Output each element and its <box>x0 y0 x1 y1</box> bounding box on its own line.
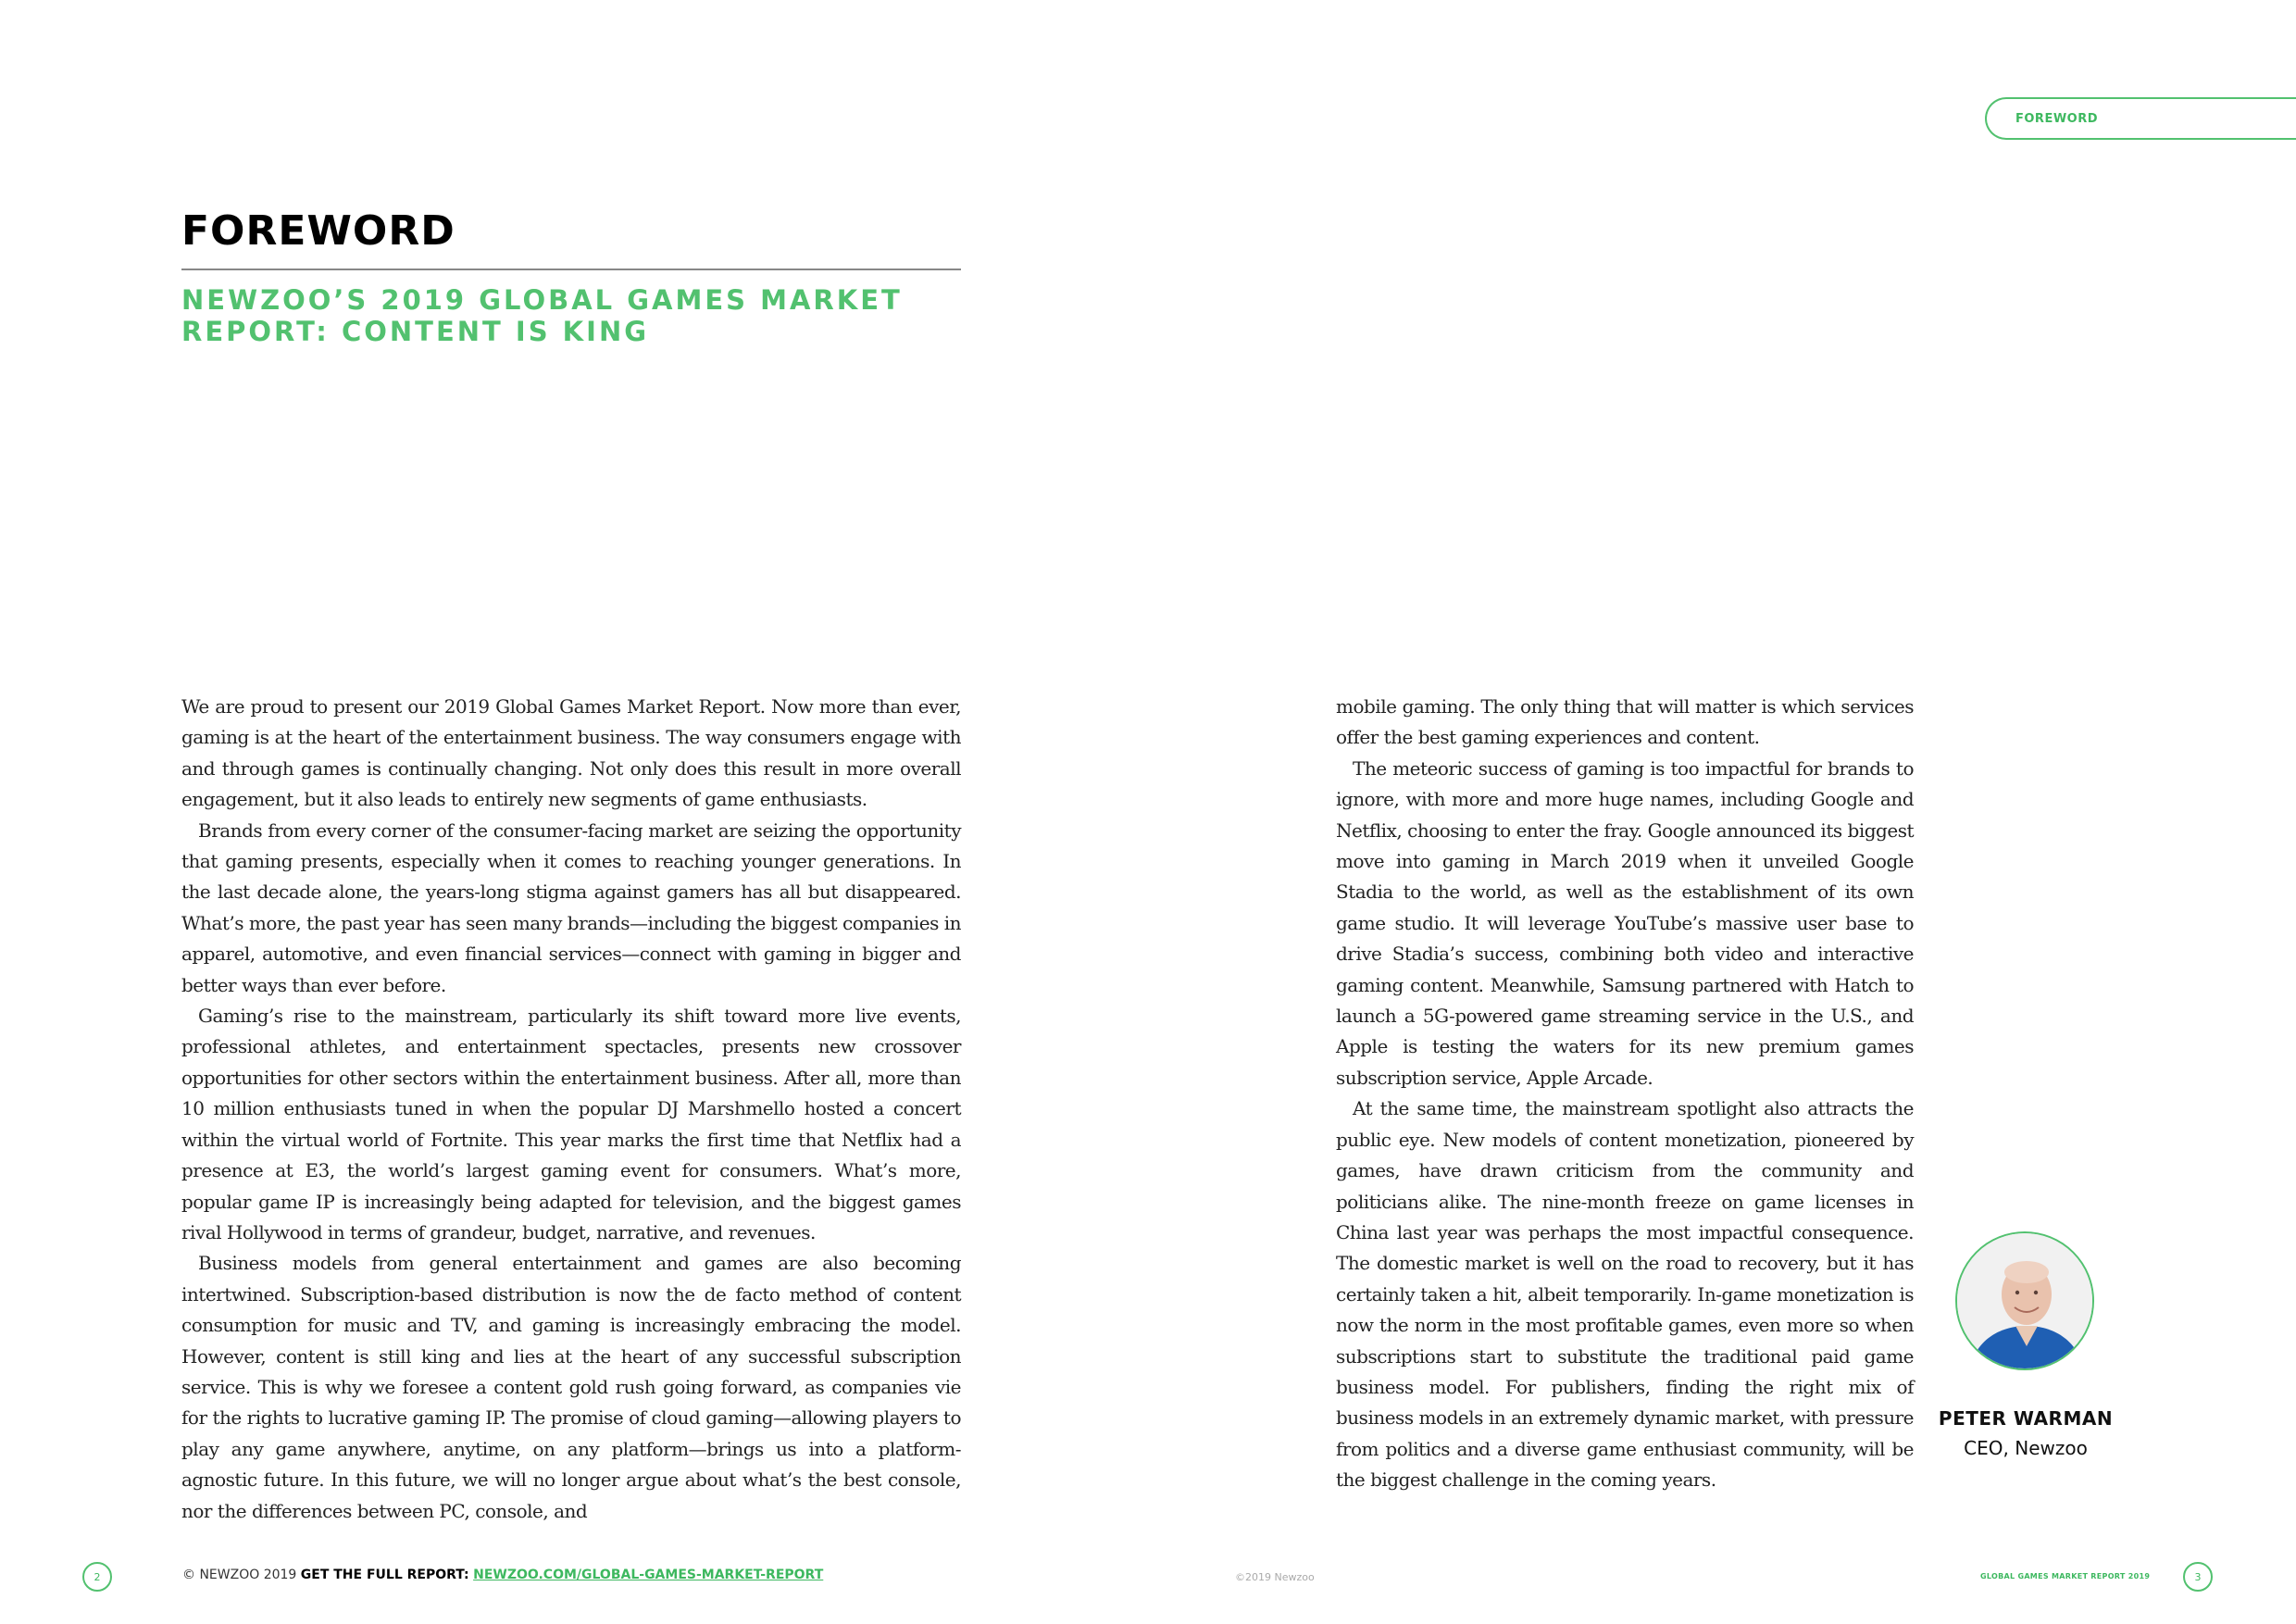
paragraph: At the same time, the mainstream spotlight also attracts the public eye. New models of content monetization, pioneered by games, have drawn criticism from the community and politicians alike. The nine-month freeze on game licenses in China last year was perhaps the most impactful consequence. The domestic market is well on the road to recovery, but it has certainly taken a hit, albeit temporarily. In-game monetization is now the norm in the most profitable games, even more so when subscriptions start to substitute the traditional paid game business model. For publishers, finding the right mix of business models in an extremely dynamic market, with pressure from politics and a diverse game enthusiast community, will be the biggest challenge in the coming years. <box>1336 1097 1914 1492</box>
section-tab-label: FOREWORD <box>2015 112 2099 126</box>
author-avatar <box>1955 1231 2094 1370</box>
paragraph: Gaming’s rise to the mainstream, particularly its shift toward more live events, professional athletes, and entertainment spectacles, presents new crossover opportunities for other sectors within the entertainment business. After all, more than 10 million enthusiasts tuned in when the popular DJ Marshmello hosted a concert within the virtual world of Fortnite. This year marks the first time that Netflix had a presence at E3, the world’s largest gaming event for consumers. What’s more, popular game IP is increasingly being adapted for television, and the biggest games rival Hollywood in terms of grandeur, budget, narrative, and revenues. <box>181 1005 961 1243</box>
footer-copyright: © NEWZOO 2019 <box>182 1568 297 1582</box>
footer-center-note: ©2019 Newzoo <box>1235 1571 1315 1583</box>
paragraph: The meteoric success of gaming is too impactful for brands to ignore, with more and more huge names, including Google and Netflix, choosing to enter the fray. Google announced its biggest move into gaming in March 2019 when it unveiled Google Stadia to the world, as well as the establishment of its own game studio. It will leverage YouTube’s massive user base to drive Stadia’s success, combining both video and interactive gaming content. Meanwhile, Samsung partnered with Hatch to launch a 5G-powered game streaming service in the U.S., and Apple is testing the waters for its new premium games subscription service, Apple Arcade. <box>1336 756 1914 1089</box>
footer-cta: GET THE FULL REPORT: <box>300 1568 469 1582</box>
footer-report-name: GLOBAL GAMES MARKET REPORT 2019 <box>1980 1572 2151 1580</box>
page-number-left: 2 <box>82 1562 112 1592</box>
author-name: PETER WARMAN <box>1938 1407 2114 1430</box>
page-subtitle <box>181 284 978 347</box>
report-link[interactable]: NEWZOO.COM/GLOBAL-GAMES-MARKET-REPORT <box>473 1568 824 1582</box>
page-number-right: 3 <box>2183 1562 2213 1592</box>
author-photo <box>1957 1233 2094 1370</box>
footer-credits <box>182 1568 823 1582</box>
subtitle-line-1: NEWZOO’S 2019 GLOBAL GAMES MARKET <box>181 284 903 316</box>
title-divider <box>181 269 961 270</box>
paragraph: mobile gaming. The only thing that will matter is which services offer the best gaming experiences and content. <box>1336 695 1914 749</box>
body-column-left <box>181 692 961 1527</box>
page-title: FOREWORD <box>181 207 455 255</box>
paragraph: Business models from general entertainment and games are also becoming intertwined. Subscription-based distribution is now the de facto method of content consumption for music and TV, and gaming is increasingly embracing the model. However, content is still king and lies at the heart of any successful subscription service. This is why we foresee a content gold rush going forward, as companies vie for the rights to lucrative gaming IP. The promise of cloud gaming—allowing players to play any game anywhere, anytime, on any platform—brings us into a platform-agnostic future. In this future, we will no longer argue about what’s the best console, nor the differences between PC, console, and <box>181 1252 961 1522</box>
body-column-right <box>1336 692 1914 1496</box>
author-role: CEO, Newzoo <box>1964 1437 2088 1459</box>
paragraph: We are proud to present our 2019 Global Games Market Report. Now more than ever, gaming is at the heart of the entertainment business. The way consumers engage with and through games is continually changing. Not only does this result in more overall engagement, but it also leads to entirely new segments of game enthusiasts. <box>181 695 961 811</box>
section-tab <box>1985 97 2296 140</box>
subtitle-line-2: REPORT: CONTENT IS KING <box>181 316 650 347</box>
paragraph: Brands from every corner of the consumer-facing market are seizing the opportunity that gaming presents, especially when it comes to reaching younger generations. In the last decade alone, the years-long stigma against gamers has all but disappeared. What’s more, the past year has seen many brands—including the biggest companies in apparel, automotive, and even financial services—connect with gaming in bigger and better ways than ever before. <box>181 818 961 996</box>
